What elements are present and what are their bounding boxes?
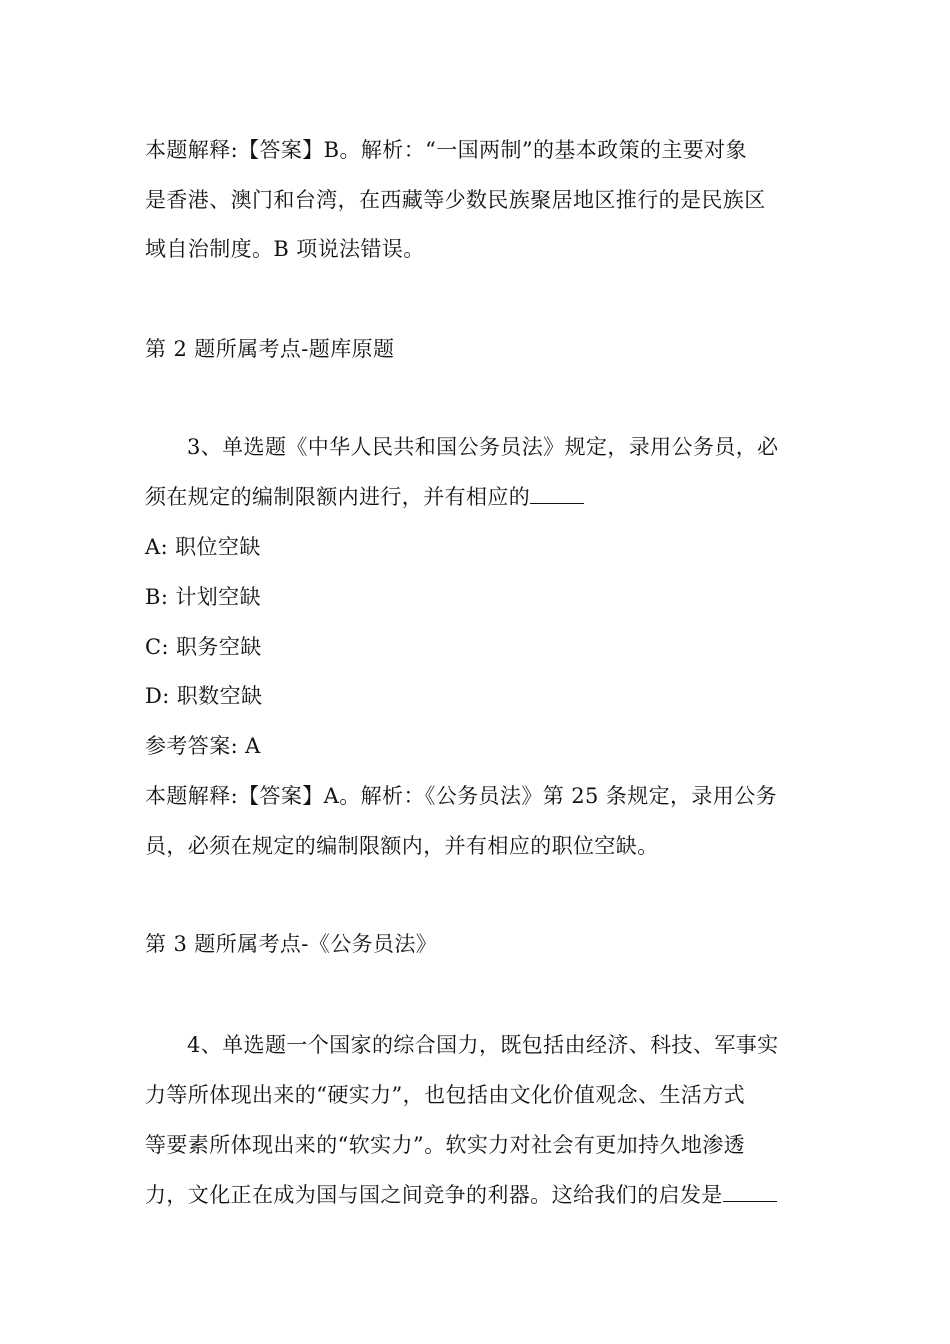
q3-stem-text: 须在规定的编制限额内进行，并有相应的 (145, 485, 531, 509)
q4-stem-text: 力，文化正在成为国与国之间竞争的利器。这给我们的启发是 (145, 1183, 723, 1207)
q4-stem-line-3: 等要素所体现出来的“软实力”。软实力对社会有更加持久地渗透 (145, 1133, 746, 1157)
q3-category: 第 3 题所属考点-《公务员法》 (145, 932, 438, 956)
answer-blank (723, 1183, 777, 1202)
q2-explanation-line-3: 域自治制度。B 项说法错误。 (145, 237, 425, 261)
q2-category: 第 2 题所属考点-题库原题 (145, 337, 395, 361)
q3-explanation-line-2: 员，必须在规定的编制限额内，并有相应的职位空缺。 (145, 834, 659, 858)
q3-answer: 参考答案: A (145, 734, 261, 758)
answer-blank (530, 485, 584, 504)
q3-option-b: B: 计划空缺 (145, 585, 261, 609)
q4-stem-line-4 (145, 1180, 805, 1210)
q3-option-d: D: 职数空缺 (145, 684, 263, 708)
q3-option-a: A: 职位空缺 (145, 535, 261, 559)
q3-stem-line-1: 3、单选题《中华人民共和国公务员法》规定，录用公务员，必 (187, 435, 779, 459)
q4-stem-line-2: 力等所体现出来的“硬实力”，也包括由文化价值观念、生活方式 (145, 1083, 746, 1107)
q2-explanation-line-2: 是香港、澳门和台湾，在西藏等少数民族聚居地区推行的是民族区 (145, 188, 766, 212)
q3-explanation-line-1: 本题解释:【答案】A。解析：《公务员法》第 25 条规定，录用公务 (145, 784, 778, 808)
q4-stem-line-1: 4、单选题一个国家的综合国力，既包括由经济、科技、军事实 (187, 1033, 779, 1057)
q2-explanation-line-1: 本题解释:【答案】B。解析：“一国两制”的基本政策的主要对象 (145, 138, 747, 162)
q3-stem-line-2 (145, 482, 805, 512)
q3-option-c: C: 职务空缺 (145, 635, 262, 659)
